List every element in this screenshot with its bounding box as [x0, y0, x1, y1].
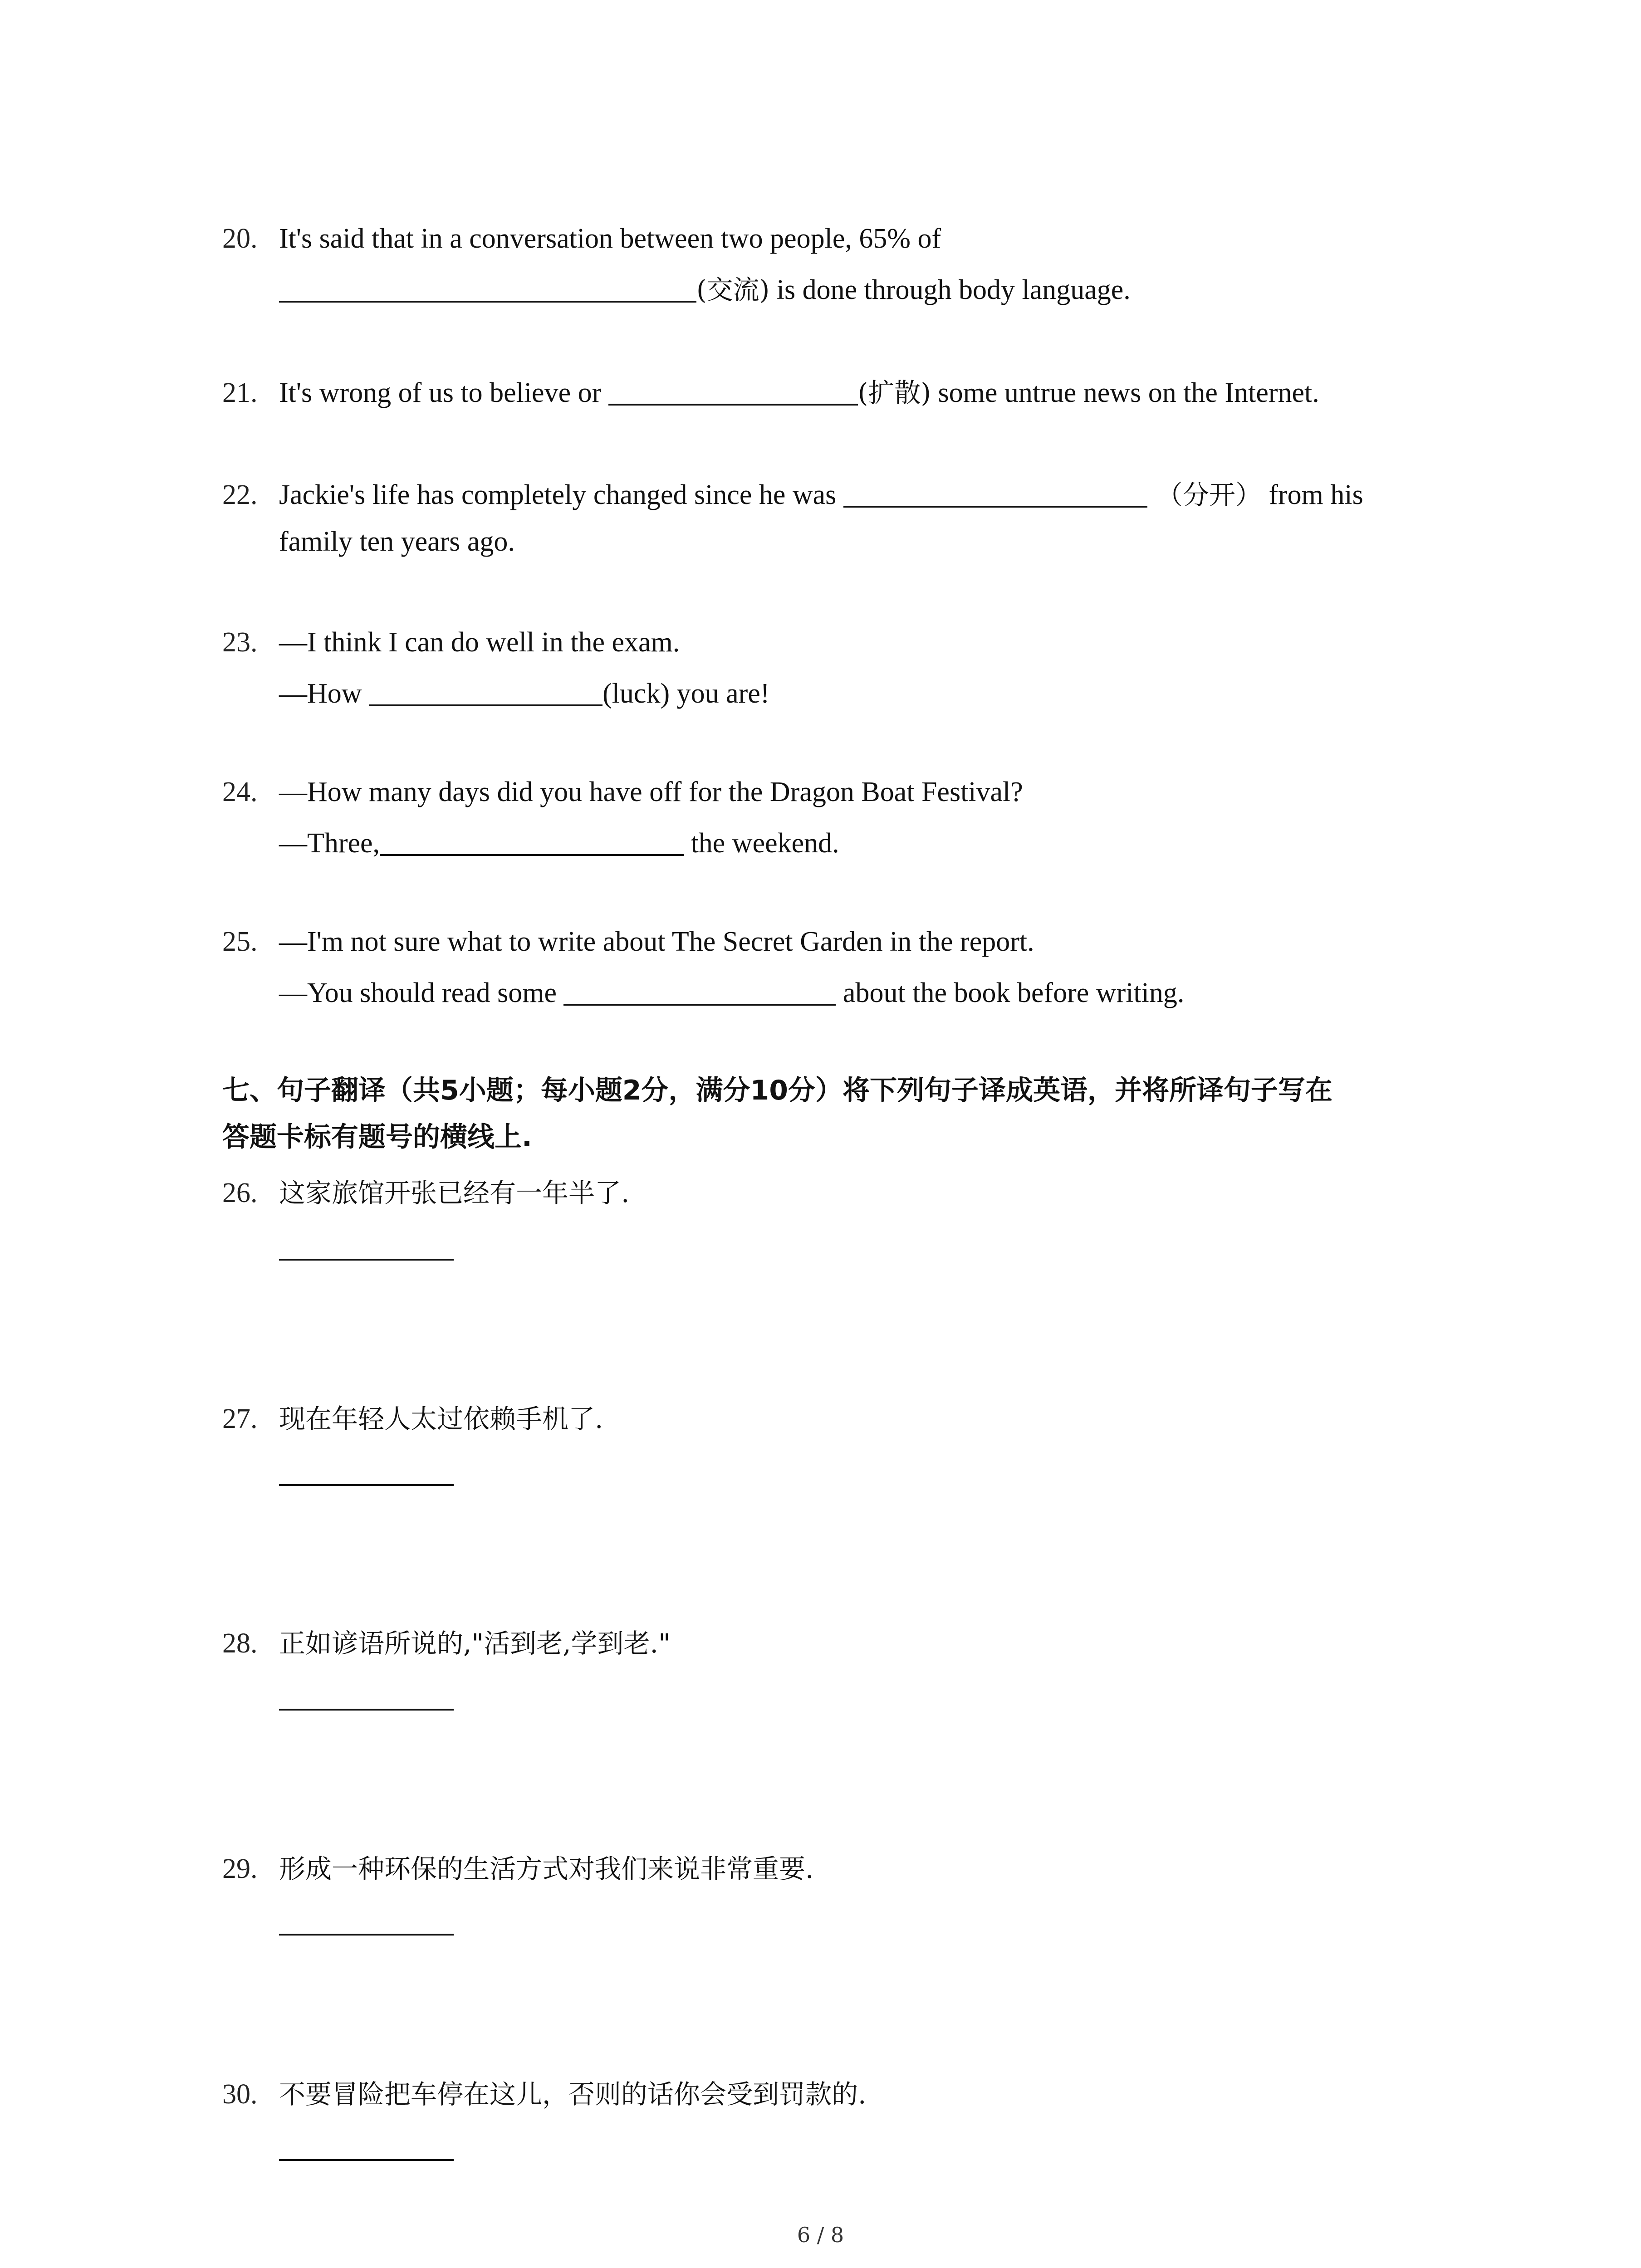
translation-prompt: 不要冒险把车停在这儿，否则的话你会受到罚款的. — [279, 2079, 867, 2110]
question-text: about the book before writing. — [836, 978, 1185, 1008]
question-text: family ten years ago. — [279, 526, 515, 557]
answer-blank[interactable] — [369, 673, 603, 706]
translation-30 — [222, 2072, 1474, 2117]
hint-text: (交流) — [696, 274, 770, 305]
question-text: It's said that in a conversation between two people, 65% of — [279, 223, 941, 254]
translation-prompt: 这家旅馆开张已经有一年半了. — [279, 1178, 630, 1208]
question-24 — [222, 767, 1474, 869]
translation-26 — [222, 1170, 1474, 1216]
answer-line[interactable] — [279, 1934, 454, 1936]
question-text: It's wrong of us to believe or — [279, 377, 608, 408]
section-heading-line: 七、句子翻译（共5小题；每小题2分，满分10分）将下列句子译成英语，并将所译句子写在 — [222, 1075, 1332, 1106]
answer-line[interactable] — [279, 1709, 454, 1711]
question-number: 30. — [222, 2079, 258, 2110]
answer-blank[interactable] — [843, 474, 1147, 508]
question-25 — [222, 916, 1474, 1019]
question-number: 26. — [222, 1178, 258, 1208]
question-text: the weekend. — [684, 828, 839, 859]
question-number: 22. — [222, 479, 258, 510]
question-22 — [222, 469, 1474, 567]
translation-27 — [222, 1396, 1474, 1442]
hint-text: (扩散) — [857, 377, 931, 408]
section-heading-line: 答题卡标有题号的横线上. — [222, 1121, 532, 1153]
hint-text: (luck) — [603, 678, 670, 709]
question-number: 23. — [222, 627, 258, 658]
question-number: 27. — [222, 1403, 258, 1434]
question-20 — [222, 213, 1474, 316]
translation-prompt: 正如谚语所说的,"活到老,学到老." — [279, 1628, 671, 1659]
question-text: —I'm not sure what to write about The Secret Garden in the report. — [279, 926, 1034, 957]
answer-blank[interactable] — [380, 822, 684, 856]
question-number: 21. — [222, 377, 258, 408]
question-23 — [222, 617, 1474, 719]
translation-28 — [222, 1621, 1474, 1666]
question-text: is done through body language. — [769, 274, 1131, 305]
question-number: 20. — [222, 223, 258, 254]
section-heading — [222, 1067, 1474, 1161]
answer-line[interactable] — [279, 2159, 454, 2161]
translation-prompt: 现在年轻人太过依赖手机了. — [279, 1403, 603, 1434]
answer-line[interactable] — [279, 1484, 454, 1486]
question-text: you are! — [670, 678, 770, 709]
question-number: 24. — [222, 777, 258, 807]
hint-text: （分开） — [1156, 479, 1262, 510]
question-text: —Three, — [279, 828, 380, 859]
answer-blank[interactable] — [563, 972, 836, 1006]
page-number: 6 / 8 — [797, 2223, 844, 2247]
question-text: some untrue news on the Internet. — [931, 377, 1319, 408]
question-text: —I think I can do well in the exam. — [279, 627, 680, 658]
question-number: 28. — [222, 1628, 258, 1659]
question-21 — [222, 367, 1474, 419]
question-number: 25. — [222, 926, 258, 957]
question-text: —You should read some — [279, 978, 564, 1008]
question-text: —How — [279, 678, 369, 709]
translation-29 — [222, 1846, 1474, 1892]
answer-line[interactable] — [279, 1259, 454, 1261]
question-text: Jackie's life has completely changed since he was — [279, 479, 843, 510]
translation-prompt: 形成一种环保的生活方式对我们来说非常重要. — [279, 1853, 814, 1884]
answer-blank[interactable] — [279, 269, 696, 303]
question-text: —How many days did you have off for the Dragon Boat Festival? — [279, 777, 1023, 807]
question-text: from his — [1261, 479, 1363, 510]
answer-blank[interactable] — [608, 372, 858, 406]
question-number: 29. — [222, 1853, 258, 1884]
